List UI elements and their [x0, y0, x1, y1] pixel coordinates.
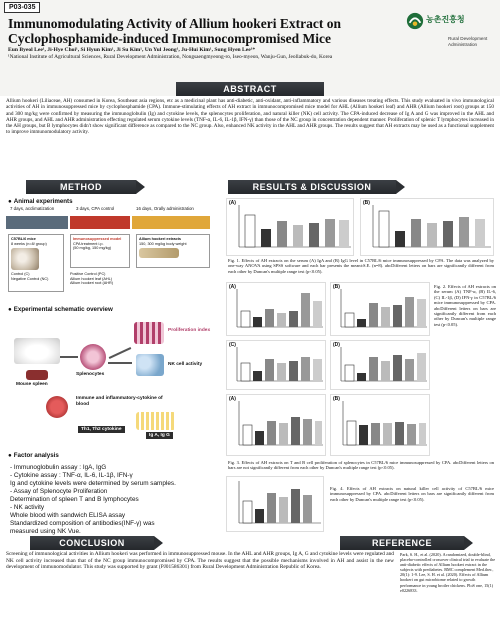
group-2: Negative Control (NC) [11, 276, 49, 281]
schematic-diagram [6, 318, 212, 444]
fig3b-bar-plot [331, 395, 429, 455]
label-proliferation: Proliferation index [168, 328, 211, 333]
blood-sample-image [46, 396, 68, 418]
arrow-2 [109, 347, 132, 359]
abstract-body: Allium hookeri (Liliaceae, AH) consumed in Korea, Southeast asia regions, etc as a medicinal plant has anti-diabetic, anti-oxidant, anti-inflammatory and various diseases treating effects. This study evaluated in vivo immunological activities of AH in immunosuppressed mice by cyclophosphamide (CPA). Immune-stimulating effects of AH extract in immunocompromised mice model for AHL (Allium hookeri leaf) and AHR (Allium hookeri root) groups at 150 and 300 mg/kg were confirmed by measuring the immunoglobulin (Ig) and cytokine levels, the splenocytes proliferation, and natural killer (NK) cell activity. The CPA-induced decrease of Ig A and G was improved in the AHL and AHR groups, and AHL and AHR administration effecting regulated serum cytokine levels (TNF-α, IL-6, IL-1β, IFN-γ) than those of the NC group in concentration dependent manner. Proliferation of splenic T lymphocytes increased in the AH groups, but B lymphocytes didn't show significant difference as compared to the NC group. Also, enhanced NK activity in the AHL and AHR groups. The results suggest that AH extracts may be used as a functional supplement to improve immunomodulatory activity. [6, 98, 494, 136]
group-4: Allium hookeri leaf (AHL) [70, 276, 112, 281]
arrow-1 [60, 356, 78, 358]
logo-sub-line-1: Rural Development [448, 36, 488, 41]
abstract-heading: ABSTRACT [176, 82, 324, 96]
fig1-tag-b: (B) [363, 200, 370, 206]
factor-line-9: measured using NK Vue. [10, 528, 81, 535]
fig1-tag-a: (A) [229, 200, 236, 206]
poster-id-badge: P03-035 [4, 2, 40, 13]
fig3-caption: Fig. 3. Effects of AH extracts on T and B cell proliferation of splenocytes in C57BL/6 mice immunosuppressed by CPA. abcDifferent letters on bars are not significantly different from each other by Duncan's multiple range test (p<0.05). [228, 460, 494, 471]
fig4-bar-plot [227, 477, 323, 531]
group-1: Control (C) [11, 272, 30, 277]
label-nk-activity: NK cell activity [168, 362, 203, 367]
results-arrow-icon [396, 180, 405, 194]
rda-logo [402, 10, 492, 50]
timeline-label-acclimatization: 7 days, acclimatization [10, 206, 55, 211]
extract-title: Allium hookeri extracts [139, 237, 181, 241]
factor-line-1: - Immunoglobulin assay : IgA, IgG [10, 464, 107, 471]
conclusion-body: Screening of immunological activities in Allium hookeri was performed in immunosuppressed mouse. In the AHL and AHR groups, Ig A, G and cytokine levels were regulated and NK cell activity increased than that of the NC group immunocompromised by CPA. The results suggest that the possible mechanisms involved in AH and assist in the new development of immunomodulator. This study was supported by grant (PJ01586301) from Rural Development Administration Republic of Korea. [6, 551, 394, 571]
cpa-treatment: CPA treatment i.p. [73, 241, 104, 246]
fig2c-bar-plot [227, 341, 325, 389]
affiliation: ¹National Institute of Agricultural Sciences, Rural Development Administration, Nongsaengmyeong-ro, Iseo-myeon, Wanju-Gun, Jeollabuk-do, Korea [8, 54, 333, 60]
fig1-panel-a [226, 198, 354, 256]
factor-line-7: Whole blood with sandwich ELISA assay [10, 512, 126, 519]
conclusion-arrow-icon [154, 536, 163, 550]
extract-dose: 150, 300 mg/kg body weight [139, 241, 187, 246]
fig2-tag-d: (D) [333, 342, 340, 348]
timeline-label-cpa: 3 days, CPA control [76, 206, 115, 211]
label-mouse-spleen: Mouse spleen [16, 382, 48, 387]
arrow-3 [108, 362, 132, 364]
extract-photo [139, 248, 179, 258]
logo-korean-name: 농촌진흥청 [426, 15, 465, 24]
factor-line-4: - Assay of Splenocyte Proliferation [10, 488, 108, 495]
factor-line-6: - NK activity [10, 504, 45, 511]
nk-cell-image [136, 354, 164, 376]
experiment-timeline [6, 206, 212, 296]
fig2-caption: Fig. 2. Effects of AH extracts on the serum (A) TNF-α, (B) IL-6, (C) IL-1β, (D) IFN-γ in C57BL/6 mice immunosuppressed by CPA. abcDifferent letters on bars are significantly different from each other by Duncan's multiple range test (p<0.05). [434, 284, 496, 327]
group-5: Allium hookeri root (AHR) [70, 281, 114, 286]
mice-photo [11, 248, 39, 270]
conclusion-heading: CONCLUSION [30, 536, 154, 550]
mice-group-box [8, 234, 64, 292]
model-title: Immunosuppressed model [73, 237, 122, 241]
mouse-illustration [14, 338, 60, 364]
factor-analysis-heading: ● Factor analysis [8, 452, 59, 459]
proliferation-plate [134, 322, 164, 344]
method-heading: METHOD [26, 180, 136, 194]
fig2-panel-a [226, 282, 326, 336]
fig2-tag-b: (B) [333, 284, 340, 290]
timeline-segment-acclimatization [6, 216, 68, 229]
group-3: Positive Control (PC) [70, 272, 106, 276]
fig3a-bar-plot [227, 395, 325, 455]
logo-sub-line-2: Administration [448, 41, 478, 47]
extract-dose-box [136, 234, 210, 268]
animal-experiments-heading: ● Animal experiments [8, 198, 73, 205]
results-heading: RESULTS & DISCUSSION [228, 180, 396, 194]
author-list: Eun Byeol Lee¹, Ji-Hye Choi¹, Si Hyun Kim¹, Ji Su Kim¹, Un Yul Jeong¹, Ju-Hui Kim¹, Sung Hyen Lee¹* [8, 47, 256, 53]
label-immune-cytokine: Immune and inflammatory-cytokine of blood [76, 396, 163, 407]
factor-line-3: Ig and cytokine levels were determined by serum samples. [10, 480, 176, 487]
fig3-tag-b: (B) [333, 396, 340, 402]
fig2b-bar-plot [331, 283, 429, 335]
method-arrow-icon [136, 180, 145, 194]
reference-heading: REFERENCE [340, 536, 464, 550]
timeline-segment-admin [132, 216, 210, 229]
fig2d-bar-plot [331, 341, 429, 389]
mice-count: 8 weeks (n=8/ group) [11, 241, 47, 246]
label-th-cytokine: Th1, Th2 cytokine [78, 426, 125, 433]
reference-arrow-icon [464, 536, 473, 550]
fig4-panel [226, 476, 324, 532]
group-list-extra [70, 272, 130, 286]
fig2-tag-c: (C) [229, 342, 236, 348]
fig2-panel-b [330, 282, 430, 336]
timeline-label-admin: 16 days, Orally administration [136, 206, 194, 211]
fig1b-bar-plot [361, 199, 493, 255]
fig1-caption: Fig. 1. Effects of AH extracts on the serum (A) IgA and (B) IgG level in C57BL/6 mice immunosuppressed by CPA. The data was analyzed by one-way ANOVA using SPSS software and each bar presents the mean±S.E. (n=8). abcDifferent letters on bars are significantly different from each other by Duncan's multiple range test (p<0.05). [228, 258, 494, 274]
fig3-panel-a [226, 394, 326, 456]
factor-line-5: Determination of spleen T and B lymphocytes [10, 496, 139, 503]
poster-title: Immunomodulating Activity of Allium hookeri Extract on Cyclophosphamide-induced Immunocompromised Mice [8, 16, 342, 46]
fig1-panel-b [360, 198, 494, 256]
fig3-tag-a: (A) [229, 396, 236, 402]
mice-strain: C57BL/6 mice [11, 237, 36, 241]
fig2-panel-c [226, 340, 326, 390]
logo-subtitle [448, 36, 487, 47]
reference-list: Park, S. H., et al. (2020). A randomized, double-blind, placebo-controlled crossover clinical trial to evaluate the anti-diabetic effects of Allium hookeri extract in the subjects with prediabetes. BMC complement Med.ther., 20(1): 1-9. Lee, S. H. et al. (2020). Effects of Allium hookeri on gut microbiome related to growth performance in young broiler chickens. PloS one, 15(1) e0226833. [400, 552, 496, 593]
splenocyte-dish [80, 344, 106, 370]
immunosuppressed-model-box [70, 234, 130, 268]
schematic-heading: ● Experimental schematic overview [8, 306, 113, 313]
fig2-tag-a: (A) [229, 284, 236, 290]
factor-line-8: Standardized composition of antibodies(INF-γ) was [10, 520, 155, 527]
fig4-caption: Fig. 4. Effects of AH extracts on natural killer cell activity of C57BL/6 mice immunosuppressed by CPA. abcDifferent letters on bars are significantly different from each other by Duncan's multiple range test (p<0.05). [330, 486, 494, 502]
fig2a-bar-plot [227, 283, 325, 335]
rda-logo-mark-icon [406, 12, 424, 30]
fig1a-bar-plot [227, 199, 353, 255]
fig2-panel-d [330, 340, 430, 390]
elisa-plate [136, 412, 176, 430]
label-splenocytes: Splenocytes [76, 372, 105, 377]
label-ig: Ig A, Ig G [146, 432, 173, 439]
spleen-illustration [26, 370, 48, 380]
factor-analysis-list [10, 464, 218, 536]
factor-line-2: - Cytokine assay : TNF-α, IL-6, IL-1β, IFN-γ [10, 472, 133, 479]
fig3-panel-b [330, 394, 430, 456]
cpa-dose: (50 mg/kg, 150 mg/kg) [73, 246, 111, 251]
timeline-segment-cpa [70, 216, 130, 229]
